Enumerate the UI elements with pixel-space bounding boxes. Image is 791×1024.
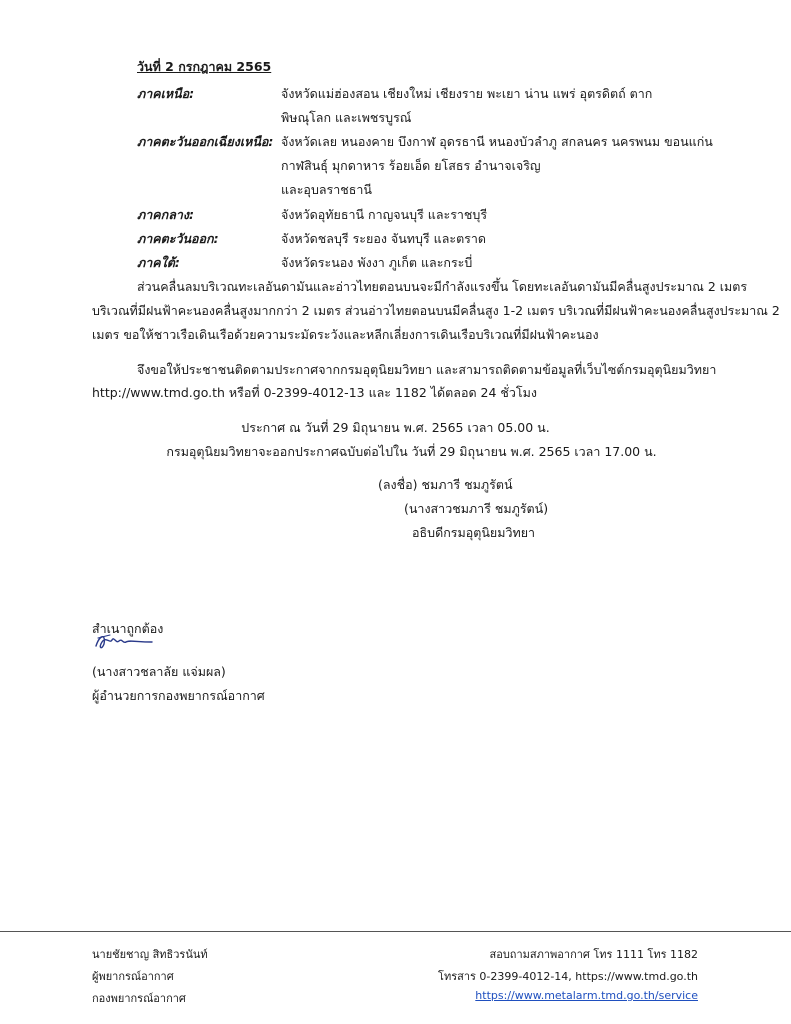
region-east-line-1: จังหวัดชลบุรี ระยอง จันทบุรี และตราด <box>281 231 487 246</box>
signatory-signed: (ลงชื่อ) ชมภารี ชมภูรัตน์ <box>378 477 513 492</box>
region-northeast-line-2: กาฬสินธุ์ มุกดาหาร ร้อยเอ็ด ยโสธร อำนาจเจริญ <box>281 158 541 173</box>
region-label-northeast: ภาคตะวันออกเฉียงเหนือ: <box>137 134 274 149</box>
footer-divider <box>0 931 791 932</box>
handwritten-signature <box>92 630 154 652</box>
region-northeast-line-3: และอุบลราชธานี <box>281 182 372 197</box>
announce-next-line: กรมอุตุนิยมวิทยาจะออกประกาศฉบับต่อไปใน วันที่ 29 มิถุนายน พ.ศ. 2565 เวลา 17.00 น. <box>166 444 657 459</box>
footer-division: กองพยากรณ์อากาศ <box>92 992 186 1005</box>
region-label-north: ภาคเหนือ: <box>137 86 195 101</box>
region-south-line-1: จังหวัดระนอง พังงา ภูเก็ต และกระบี่ <box>281 255 473 270</box>
certified-title: ผู้อำนวยการกองพยากรณ์อากาศ <box>92 688 265 703</box>
signatory-title: อธิบดีกรมอุตุนิยมวิทยา <box>412 525 536 540</box>
region-north-line-1: จังหวัดแม่ฮ่องสอน เชียงใหม่ เชียงราย พะเยา น่าน แพร่ อุตรดิตถ์ ตาก <box>281 86 653 101</box>
wave-paragraph-line-3: เมตร ขอให้ชาวเรือเดินเรือด้วยความระมัดระวังและหลีกเลี่ยงการเดินเรือบริเวณที่มีฝนฟ้าคะนอง <box>92 327 599 342</box>
signatory-name: (นางสาวชมภารี ชมภูรัตน์) <box>404 501 549 516</box>
region-label-south: ภาคใต้: <box>137 255 180 270</box>
footer-forecaster-role: ผู้พยากรณ์อากาศ <box>92 970 174 983</box>
follow-paragraph-line-2 <box>92 383 537 403</box>
footer-contact-phone: สอบถามสภาพอากาศ โทร 1111 โทร 1182 <box>489 948 698 961</box>
certified-copy-label: สำเนาถูกต้อง <box>92 621 164 636</box>
region-label-central: ภาคกลาง: <box>137 207 194 222</box>
certified-name: (นางสาวชลาลัย แจ่มผล) <box>92 664 226 679</box>
region-northeast-line-1: จังหวัดเลย หนองคาย บึงกาฬ อุดรธานี หนองบัวลำภู สกลนคร นครพนม ขอนแก่น <box>281 134 713 149</box>
tmd-website-link[interactable]: http://www.tmd.go.th <box>92 385 225 400</box>
region-central-line-1: จังหวัดอุทัยธานี กาญจนบุรี และราชบุรี <box>281 207 488 222</box>
footer-service-link[interactable]: https://www.metalarm.tmd.go.th/service <box>475 989 698 1002</box>
footer-forecaster-name: นายชัยชาญ สิทธิวรนันท์ <box>92 948 208 961</box>
wave-paragraph-line-2: บริเวณที่มีฝนฟ้าคะนองคลื่นสูงมากกว่า 2 เมตร ส่วนอ่าวไทยตอนบนมีคลื่นสูง 1-2 เมตร บริเวณที่มีฝนฟ้าคะนองคลื่นสูงประมาณ 2 <box>92 303 780 318</box>
date-heading: วันที่ 2 กรกฎาคม 2565 <box>137 59 272 74</box>
region-north-line-2: พิษณุโลก และเพชรบูรณ์ <box>281 110 412 125</box>
follow-paragraph-line-1: จึงขอให้ประชาชนติดตามประกาศจากกรมอุตุนิยมวิทยา และสามารถติดตามข้อมูลที่เว็บไซต์กรมอุตุนิยมวิทยา <box>137 362 717 377</box>
footer-contact-fax: โทรสาร 0-2399-4012-14, https://www.tmd.go.th <box>438 970 698 983</box>
announce-issued-line: ประกาศ ณ วันที่ 29 มิถุนายน พ.ศ. 2565 เวลา 05.00 น. <box>241 420 550 435</box>
wave-paragraph-line-1: ส่วนคลื่นลมบริเวณทะเลอันดามันและอ่าวไทยตอนบนจะมีกำลังแรงขึ้น โดยทะเลอันดามันมีคลื่นสูงประมาณ 2 เมตร <box>137 279 748 294</box>
region-label-east: ภาคตะวันออก: <box>137 231 219 246</box>
follow-contact-text: หรือที่ 0-2399-4012-13 และ 1182 ได้ตลอด 24 ชั่วโมง <box>224 385 537 400</box>
